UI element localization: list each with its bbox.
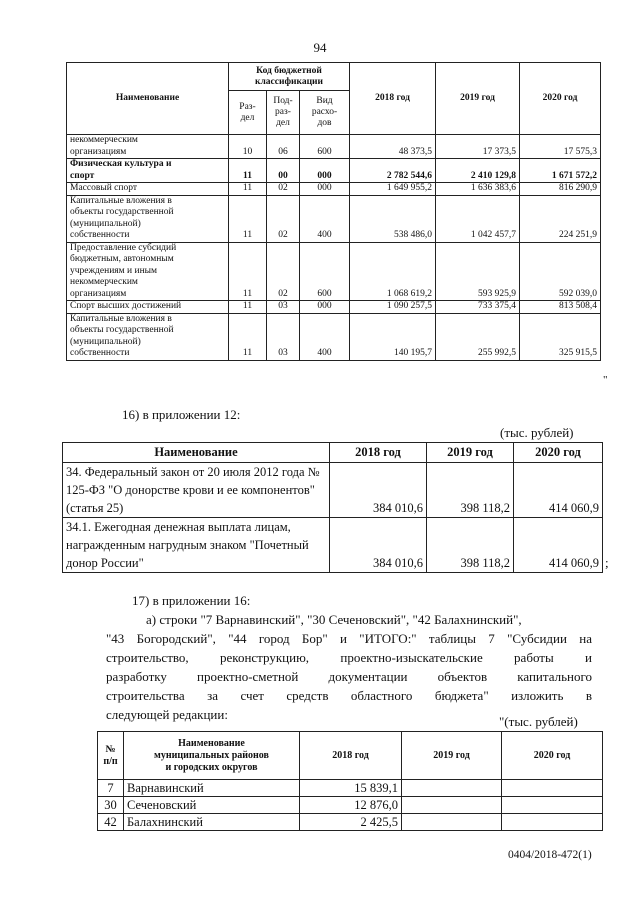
row-podrazdel: 00 — [267, 159, 300, 183]
table-row — [67, 195, 601, 242]
table-row — [98, 814, 603, 831]
table-row — [67, 313, 601, 360]
row-value-2019: 1 042 457,7 — [436, 195, 520, 242]
row-value-2019: 398 118,2 — [427, 463, 514, 518]
row-value-2018: 1 068 619,2 — [350, 242, 436, 301]
row-razdel: 11 — [229, 301, 267, 314]
table-row — [63, 463, 603, 518]
row-number: 7 — [98, 780, 124, 797]
t2-col-name-header: Наименование — [63, 443, 330, 463]
budget-table — [66, 62, 601, 361]
row-name: 34. Федеральный закон от 20 июля 2012 года № 125-ФЗ "О донорстве крови и ее компонентов" (статья 25) — [63, 463, 330, 518]
item16-heading: 16) в приложении 12: — [122, 407, 241, 422]
row-value-2020 — [502, 797, 603, 814]
row-value-2018: 2 782 544,6 — [350, 159, 436, 183]
row-vid: 000 — [300, 159, 350, 183]
row-name: некоммерческим организациям — [67, 135, 229, 159]
page-number: 94 — [313, 40, 327, 55]
row-value-2019: 398 118,2 — [427, 518, 514, 573]
row-value-2019 — [402, 814, 502, 831]
row-value-2018: 15 839,1 — [300, 780, 402, 797]
col-name-header: Наименование — [67, 63, 229, 135]
item17-line-5: разработку проектно-сметной документации объектов капитального — [106, 669, 592, 684]
row-value-2020: 224 251,9 — [520, 195, 601, 242]
row-value-2018: 384 010,6 — [330, 463, 427, 518]
item17-line-4: строительство, реконструкцию, проектно-изыскательские работы и — [106, 650, 592, 665]
row-podrazdel: 06 — [267, 135, 300, 159]
t2-col-2019-header: 2019 год — [427, 443, 514, 463]
table-row — [67, 183, 601, 196]
row-value-2020: 325 915,5 — [520, 313, 601, 360]
row-vid: 000 — [300, 183, 350, 196]
t3-col-name-header: Наименование муниципальных районов и городских округов — [124, 732, 300, 780]
row-vid: 400 — [300, 313, 350, 360]
row-razdel: 11 — [229, 313, 267, 360]
row-value-2018: 140 195,7 — [350, 313, 436, 360]
t3-col-2019-header: 2019 год — [402, 732, 502, 780]
row-vid: 600 — [300, 242, 350, 301]
row-value-2019: 2 410 129,8 — [436, 159, 520, 183]
row-razdel: 11 — [229, 159, 267, 183]
row-value-2019: 255 992,5 — [436, 313, 520, 360]
row-value-2019: 733 375,4 — [436, 301, 520, 314]
row-vid: 400 — [300, 195, 350, 242]
row-name: Капитальные вложения в объекты государственной (муниципальной) собственности — [67, 313, 229, 360]
row-value-2019 — [402, 797, 502, 814]
item17-line-7: следующей редакции: — [106, 707, 228, 722]
row-name: Предоставление субсидий бюджетным, автономным учреждениям и иным некоммерческим организациям — [67, 242, 229, 301]
table-row — [67, 301, 601, 314]
row-value-2019: 593 925,9 — [436, 242, 520, 301]
row-razdel: 10 — [229, 135, 267, 159]
row-name: 34.1. Ежегодная денежная выплата лицам, награжденным нагрудным знаком "Почетный донор России" — [63, 518, 330, 573]
table-row — [67, 242, 601, 301]
row-value-2020 — [502, 780, 603, 797]
row-podrazdel: 03 — [267, 313, 300, 360]
row-value-2018: 1 090 257,5 — [350, 301, 436, 314]
row-value-2018: 48 373,5 — [350, 135, 436, 159]
item17-line-3: "43 Богородский", "44 город Бор" и "ИТОГО:" таблицы 7 "Субсидии на — [106, 631, 592, 646]
table1-closing-quote: " — [603, 374, 608, 386]
row-value-2019 — [402, 780, 502, 797]
col-code-group-header: Код бюджетной классификации — [229, 63, 350, 91]
row-podrazdel: 03 — [267, 301, 300, 314]
row-value-2020: 414 060,9 — [514, 518, 603, 573]
row-value-2018: 384 010,6 — [330, 518, 427, 573]
row-name: Спорт высших достижений — [67, 301, 229, 314]
row-name: Варнавинский — [124, 780, 300, 797]
row-razdel: 11 — [229, 242, 267, 301]
t2-col-2018-header: 2018 год — [330, 443, 427, 463]
row-value-2020: 592 039,0 — [520, 242, 601, 301]
row-value-2018: 538 486,0 — [350, 195, 436, 242]
col-vid-header: Вид расхо- дов — [300, 91, 350, 135]
row-vid: 600 — [300, 135, 350, 159]
item17-heading: 17) в приложении 16: — [132, 593, 251, 608]
t3-col-2018-header: 2018 год — [300, 732, 402, 780]
subsidy-table — [97, 731, 603, 831]
row-value-2020: 813 508,4 — [520, 301, 601, 314]
row-name: Массовый спорт — [67, 183, 229, 196]
row-value-2019: 1 636 383,6 — [436, 183, 520, 196]
row-value-2020: 414 060,9 — [514, 463, 603, 518]
row-value-2020 — [502, 814, 603, 831]
row-vid: 000 — [300, 301, 350, 314]
row-podrazdel: 02 — [267, 183, 300, 196]
row-value-2018: 12 876,0 — [300, 797, 402, 814]
item17-line-2: а) строки "7 Варнавинский", "30 Сеченовский", "42 Балахнинский", — [146, 612, 522, 627]
table-row — [63, 518, 603, 573]
row-value-2019: 17 373,5 — [436, 135, 520, 159]
row-name: Капитальные вложения в объекты государственной (муниципальной) собственности — [67, 195, 229, 242]
col-2020-header: 2020 год — [520, 63, 601, 135]
t3-col-2020-header: 2020 год — [502, 732, 603, 780]
col-2018-header: 2018 год — [350, 63, 436, 135]
row-value-2020: 1 671 572,2 — [520, 159, 601, 183]
t3-col-num-header: № п/п — [98, 732, 124, 780]
col-2019-header: 2019 год — [436, 63, 520, 135]
item17-line-6: строительства за счет средств областного бюджета" изложить в — [106, 688, 592, 703]
row-name: Сеченовский — [124, 797, 300, 814]
row-razdel: 11 — [229, 183, 267, 196]
row-name: Балахнинский — [124, 814, 300, 831]
row-value-2018: 1 649 955,2 — [350, 183, 436, 196]
row-value-2018: 2 425,5 — [300, 814, 402, 831]
table-row — [98, 780, 603, 797]
row-number: 30 — [98, 797, 124, 814]
table-row — [67, 159, 601, 183]
item17-units: "(тыс. рублей) — [499, 714, 578, 729]
table-row — [67, 135, 601, 159]
row-podrazdel: 02 — [267, 242, 300, 301]
row-podrazdel: 02 — [267, 195, 300, 242]
document-code: 0404/2018-472(1) — [508, 849, 592, 861]
table-row — [98, 797, 603, 814]
row-razdel: 11 — [229, 195, 267, 242]
item16-closing-semicolon: ; — [605, 555, 609, 570]
col-razdel-header: Раз- дел — [229, 91, 267, 135]
donor-table — [62, 442, 603, 573]
t2-col-2020-header: 2020 год — [514, 443, 603, 463]
row-value-2020: 17 575,3 — [520, 135, 601, 159]
row-value-2020: 816 290,9 — [520, 183, 601, 196]
col-podrazdel-header: Под- раз- дел — [267, 91, 300, 135]
item16-units: (тыс. рублей) — [500, 425, 574, 440]
row-number: 42 — [98, 814, 124, 831]
row-name: Физическая культура и спорт — [67, 159, 229, 183]
